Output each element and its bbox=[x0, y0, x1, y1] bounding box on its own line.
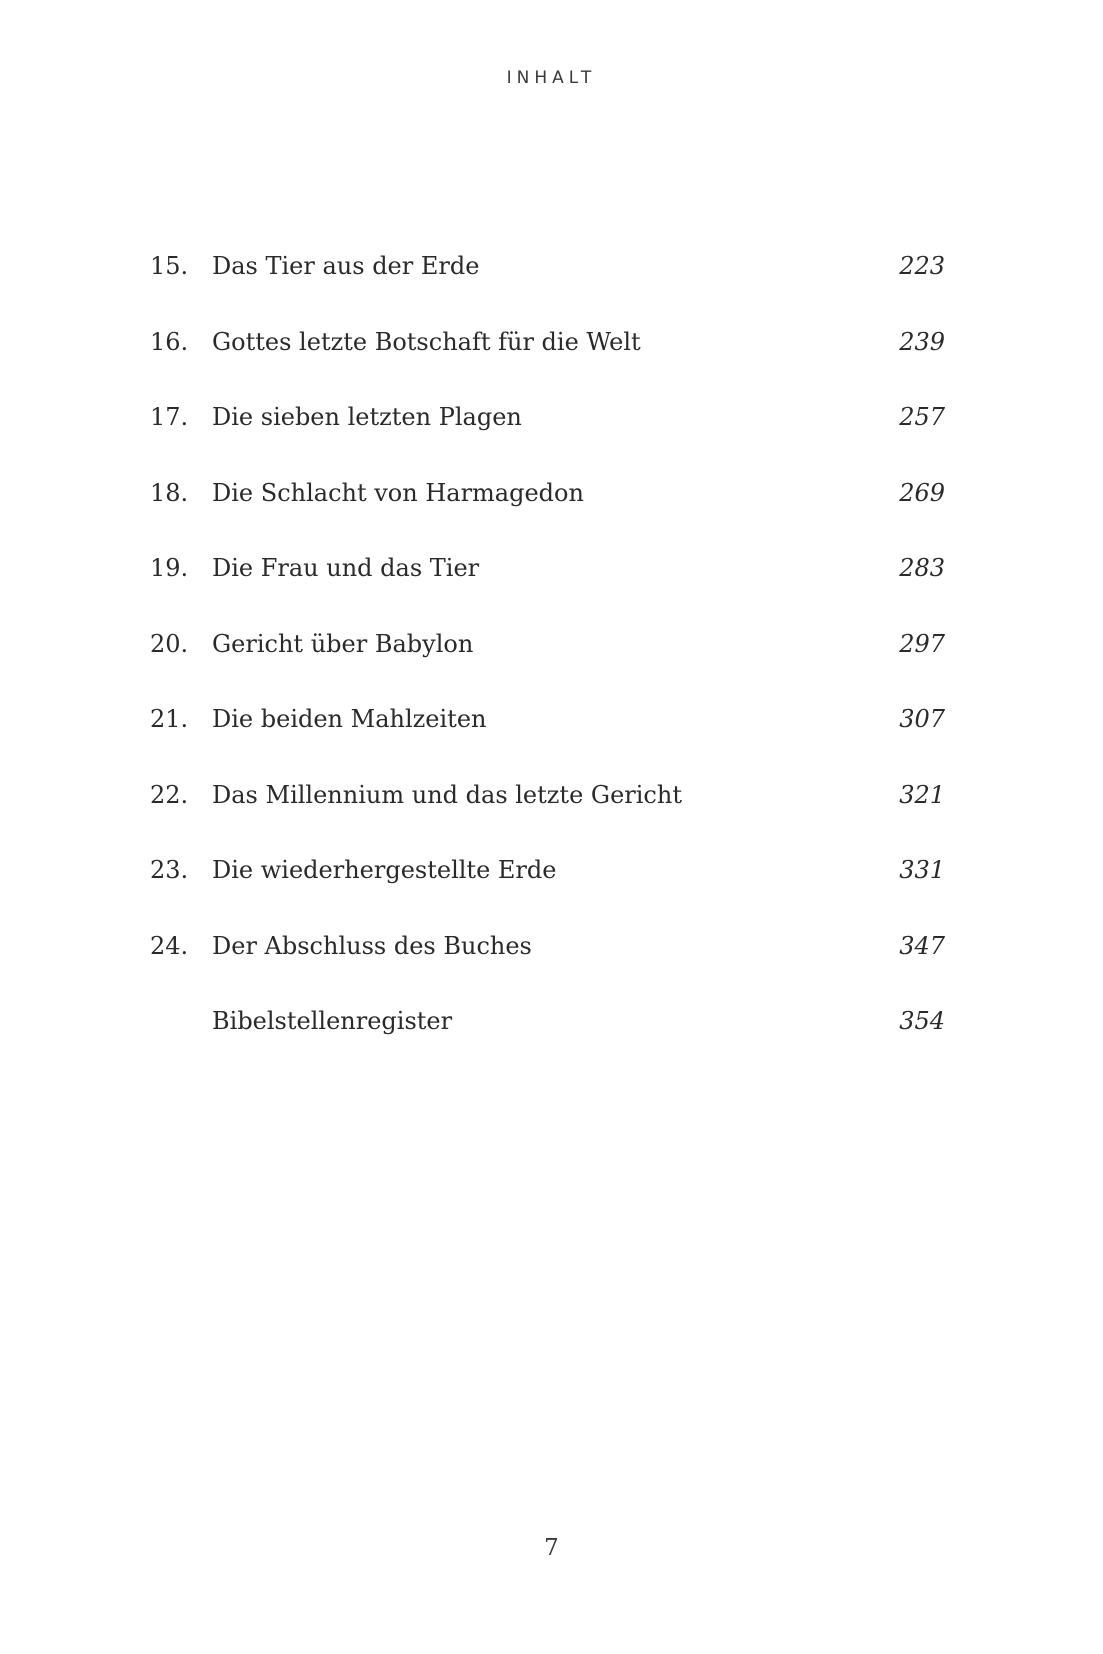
toc-entry bbox=[150, 779, 945, 855]
toc-entry bbox=[150, 250, 945, 326]
toc-entry-number: 21. bbox=[150, 705, 189, 733]
toc-entry-page: 321 bbox=[899, 780, 945, 809]
toc-entry bbox=[150, 930, 945, 1006]
toc-entry bbox=[150, 326, 945, 402]
running-head-title: INHALT bbox=[506, 68, 597, 88]
toc-entry-number: 15. bbox=[150, 252, 189, 280]
toc-entry-title: Das Millennium und das letzte Gericht bbox=[212, 780, 682, 809]
toc-entry bbox=[150, 552, 945, 628]
table-of-contents bbox=[150, 250, 945, 1081]
toc-entry-title: Die wiederhergestellte Erde bbox=[212, 856, 557, 884]
toc-entry-page: 347 bbox=[899, 931, 945, 960]
toc-entry bbox=[150, 477, 945, 553]
toc-entry-page: 354 bbox=[899, 1007, 945, 1035]
toc-entry-number: 22. bbox=[150, 780, 189, 809]
toc-entry bbox=[150, 628, 945, 704]
toc-entry bbox=[150, 703, 945, 779]
toc-entry-number: 24. bbox=[150, 931, 189, 960]
toc-entry-number: 18. bbox=[150, 478, 189, 507]
toc-entry-title: Die Schlacht von Harmagedon bbox=[212, 478, 584, 507]
toc-entry-page: 269 bbox=[899, 478, 945, 507]
toc-entry-number: 19. bbox=[150, 554, 189, 582]
toc-entry-index bbox=[150, 1005, 945, 1081]
toc-entry-page: 283 bbox=[899, 554, 945, 582]
page-number: 7 bbox=[544, 1535, 559, 1561]
toc-entry-title: Das Tier aus der Erde bbox=[212, 252, 480, 280]
toc-entry-number: 16. bbox=[150, 327, 189, 356]
toc-entry-title: Gericht über Babylon bbox=[212, 629, 474, 658]
toc-entry-page: 307 bbox=[899, 705, 945, 733]
toc-entry bbox=[150, 854, 945, 930]
toc-entry-title: Gottes letzte Botschaft für die Welt bbox=[212, 327, 641, 356]
toc-entry-title: Die Frau und das Tier bbox=[212, 554, 480, 582]
toc-entry-number: 20. bbox=[150, 629, 189, 658]
toc-entry-number: 17. bbox=[150, 403, 189, 431]
toc-entry-page: 331 bbox=[899, 856, 945, 884]
toc-entry-page: 257 bbox=[899, 403, 945, 431]
toc-entry-title: Der Abschluss des Buches bbox=[212, 931, 532, 960]
toc-entry-page: 239 bbox=[899, 327, 945, 356]
toc-entry-title: Die beiden Mahlzeiten bbox=[212, 705, 487, 733]
toc-entry-title: Die sieben letzten Plagen bbox=[212, 403, 522, 431]
toc-entry bbox=[150, 401, 945, 477]
toc-entry-page: 297 bbox=[899, 629, 945, 658]
toc-entry-number: 23. bbox=[150, 856, 189, 884]
toc-entry-page: 223 bbox=[899, 252, 945, 280]
toc-entry-title: Bibelstellenregister bbox=[212, 1007, 453, 1035]
